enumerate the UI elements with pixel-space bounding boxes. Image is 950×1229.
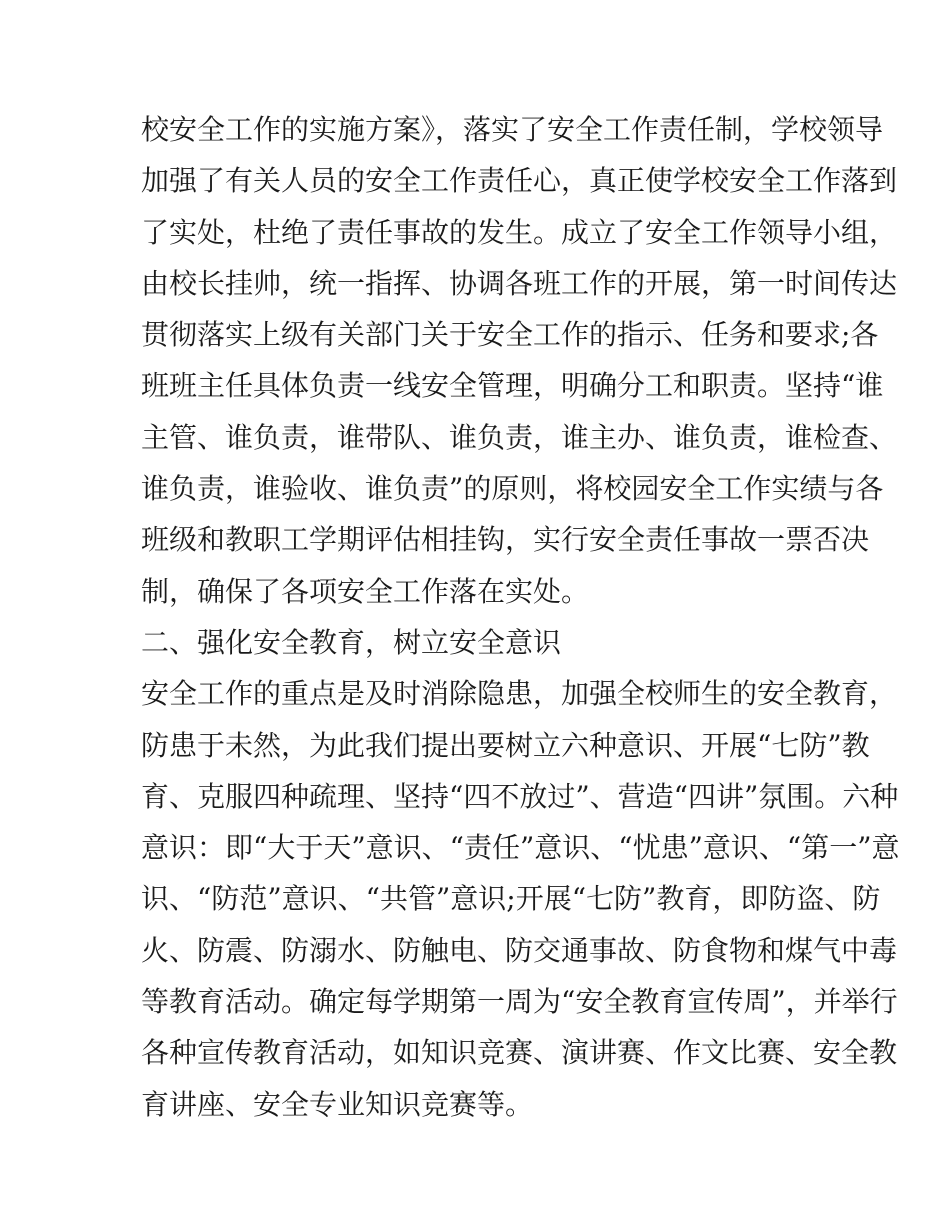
text-line: 识、“防范”意识、“共管”意识;开展“七防”教育，即防盗、防 [141, 882, 881, 916]
text-line: 由校长挂帅，统一指挥、协调各班工作的开展，第一时间传达 [141, 266, 898, 300]
text-line: 防患于未然，为此我们提出要树立六种意识、开展“七防”教 [141, 728, 870, 762]
text-line: 校安全工作的实施方案》，落实了安全工作责任制，学校领导 [141, 113, 884, 146]
text-line: 班班主任具体负责一线安全管理，明确分工和职责。坚持“谁 [141, 369, 884, 403]
text-line: 安全工作的重点是及时消除隐患，加强全校师生的安全教育， [141, 677, 898, 711]
text-line: 谁负责，谁验收、谁负责”的原则，将校园安全工作实绩与各 [141, 472, 884, 506]
text-line: 等教育活动。确定每学期第一周为“安全教育宣传周”，并举行 [141, 985, 898, 1019]
text-line: 育讲座、安全专业知识竞赛等。 [141, 1087, 534, 1121]
text-line: 制，确保了各项安全工作落在实处。 [141, 574, 590, 608]
text-line: 主管、谁负责，谁带队、谁负责，谁主办、谁负责，谁检查、 [141, 420, 898, 454]
text-line: 火、防震、防溺水、防触电、防交通事故、防食物和煤气中毒 [141, 933, 898, 967]
text-line: 意识：即“大于天”意识、“责任”意识、“忧患”意识、“第一”意 [141, 831, 900, 865]
text-line: 加强了有关人员的安全工作责任心，真正使学校安全工作落到 [141, 164, 898, 198]
text-line: 各种宣传教育活动，如知识竞赛、演讲赛、作文比赛、安全教 [141, 1036, 898, 1070]
text-line: 育、克服四种疏理、坚持“四不放过”、营造“四讲”氛围。六种 [141, 779, 899, 813]
text-line: 了实处，杜绝了责任事故的发生。成立了安全工作领导小组， [141, 215, 898, 249]
text-line: 贯彻落实上级有关部门关于安全工作的指示、任务和要求;各 [141, 318, 879, 352]
text-line: 班级和教职工学期评估相挂钩，实行安全责任事故一票否决 [141, 523, 870, 557]
section-heading: 二、强化安全教育，树立安全意识 [141, 625, 562, 659]
body-text [141, 104, 900, 1130]
